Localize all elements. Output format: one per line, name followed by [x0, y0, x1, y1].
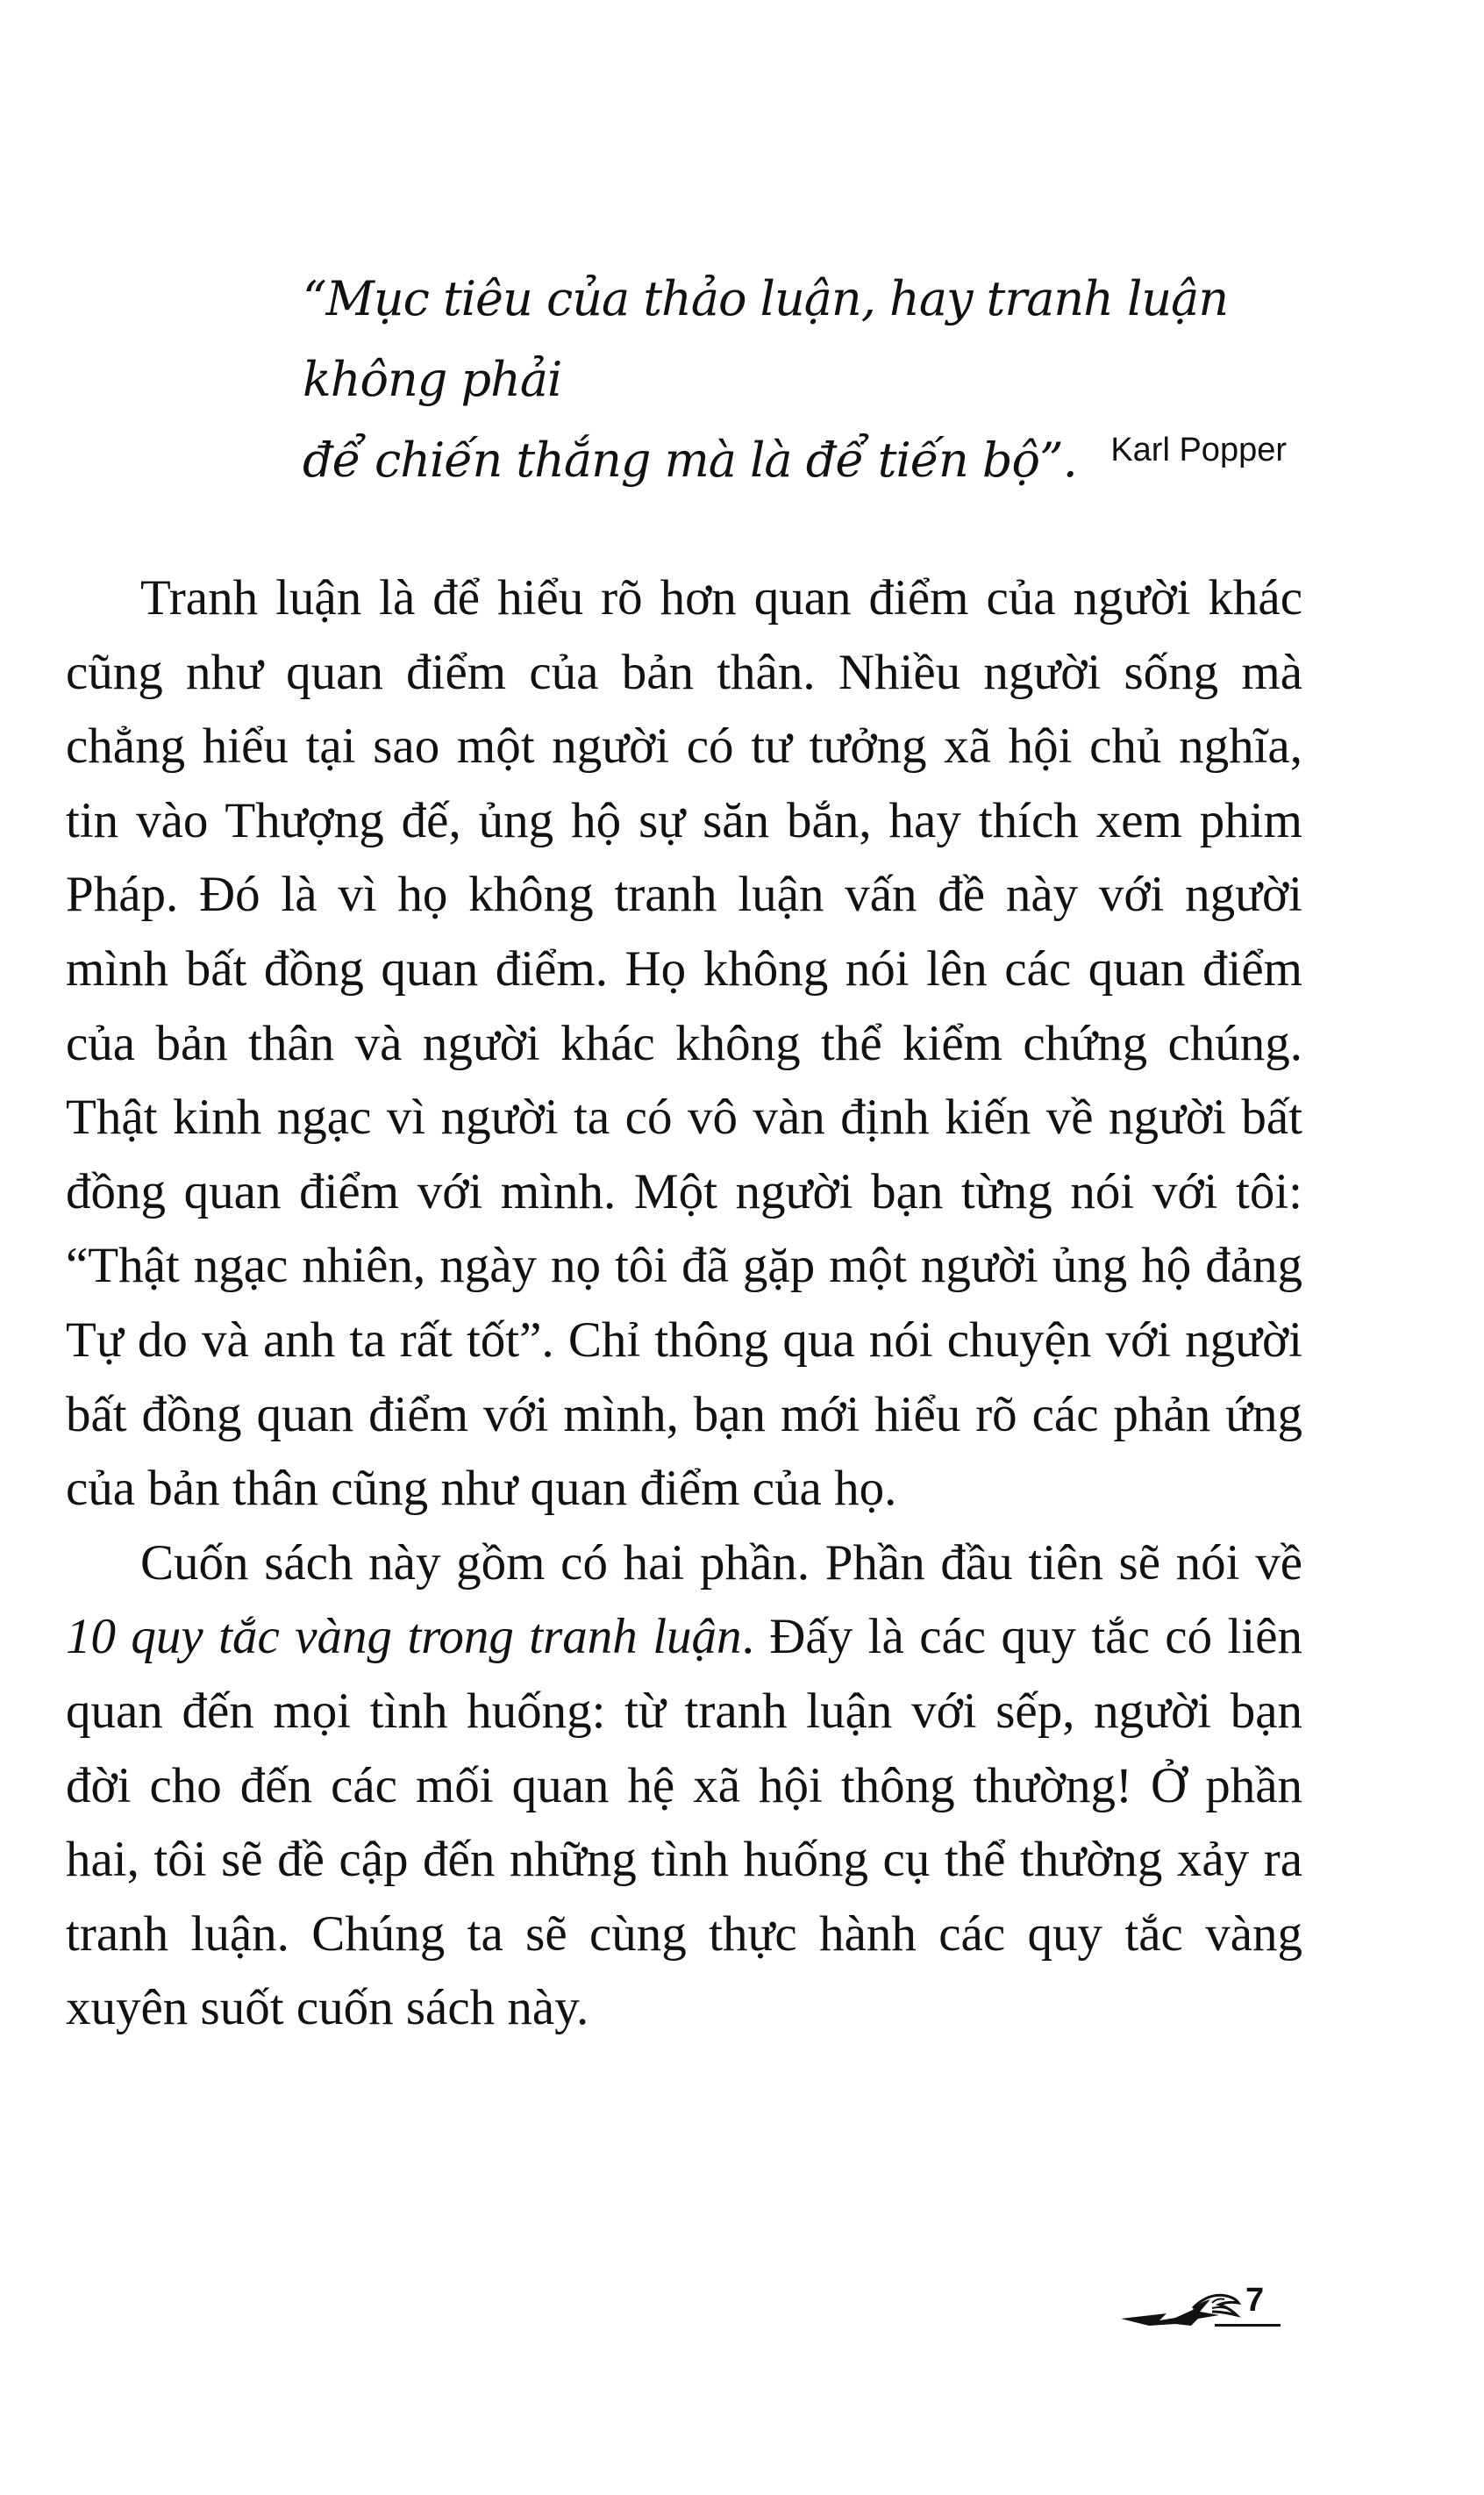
bird-ornament-icon [1114, 2277, 1245, 2338]
paragraph-2 [66, 1526, 1302, 2046]
page-number: 7 [1245, 2282, 1265, 2319]
book-parts-emphasis: 10 quy tắc vàng trong tranh luận [66, 1609, 742, 1665]
body-text [66, 561, 1302, 2046]
paragraph-2-end: . Đấy là các quy tắc có liên quan đến mọi tình huống: từ tranh luận với sếp, người bạn đời cho đến các mối quan hệ xã hội thông thường! Ở phần hai, tôi sẽ đề cập đến những tình huống cụ thể thường xảy ra tranh luận. Chúng ta sẽ cùng thực hành các quy tắc vàng xuyên suốt cuốn sách này. [66, 1609, 1303, 2036]
page-footer [1114, 2277, 1281, 2338]
paragraph-2-start: Cuốn sách này gồm có hai phần. Phần đầu tiên sẽ nói về [140, 1534, 1302, 1591]
paragraph-1: Tranh luận là để hiểu rõ hơn quan điểm của người khác cũng như quan điểm của bản thân. Nhiều người sống mà chẳng hiểu tại sao một người có tư tưởng xã hội chủ nghĩa, tin vào Thượng đế, ủng hộ sự săn bắn, hay thích xem phim Pháp. Đó là vì họ không tranh luận vấn đề này với người mình bất đồng quan điểm. Họ không nói lên các quan điểm của bản thân và người khác không thể kiểm chứng chúng. Thật kinh ngạc vì người ta có vô vàn định kiến về người bất đồng quan điểm với mình. Một người bạn từng nói với tôi: “Thật ngạc nhiên, ngày nọ tôi đã gặp một người ủng hộ đảng Tự do và anh ta rất tốt”. Chỉ thông qua nói chuyện với người bất đồng quan điểm với mình, bạn mới hiểu rõ các phản ứng của bản thân cũng như quan điểm của họ. [66, 570, 1302, 1517]
page-number-rule [1215, 2324, 1281, 2327]
quote-author: Karl Popper [1110, 432, 1287, 468]
quote-line-1: “Mục tiêu của thảo luận, hay tranh luận không phải [303, 271, 1229, 407]
quote-line-2: để chiến thắng mà là để tiến bộ”. [303, 433, 1077, 488]
